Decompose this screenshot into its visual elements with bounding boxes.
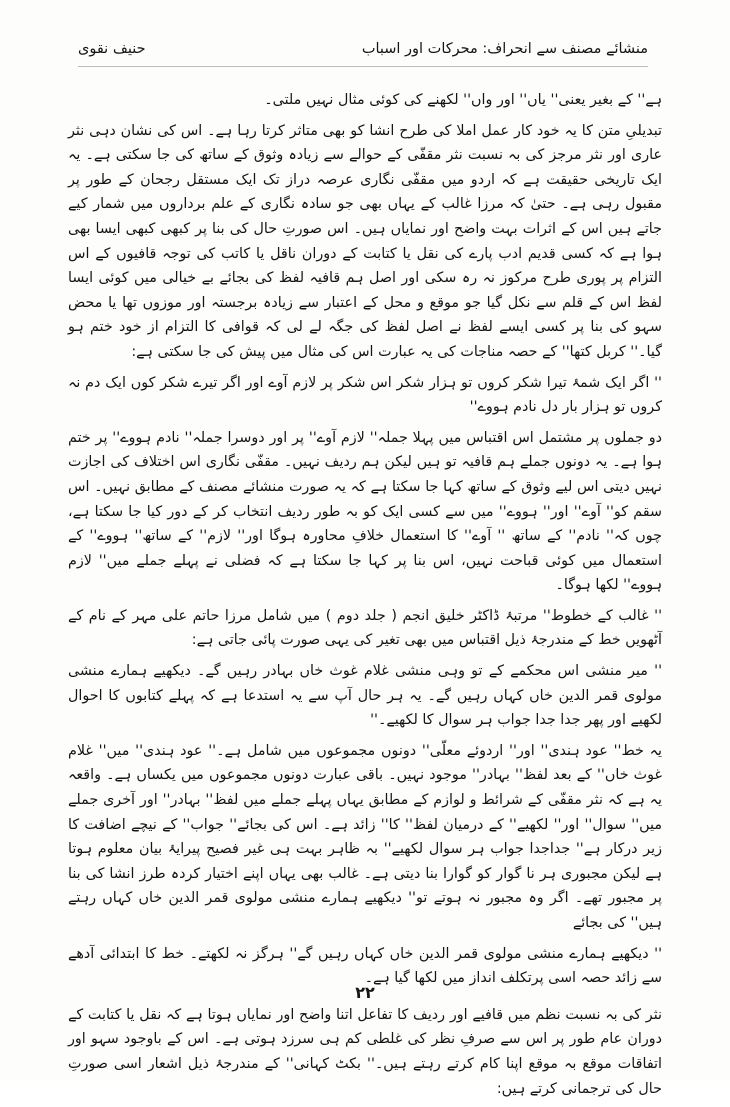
quotation-1: '' اگر ایک شمۂ تیرا شکر کروں تو ہزار شکر اس شکر پر لازم آوے اور اگر تیرے شکر کوں ایک دم نہ کروں تو ہزار بار دل نادم ہووے'' bbox=[68, 374, 662, 416]
header-divider bbox=[78, 66, 648, 67]
paragraph-5: یہ خط'' عود ہندی'' اور'' اردوئے معلّی'' دونوں مجموعوں میں شامل ہے۔'' عود ہندی'' میں'' غلام غوث خاں'' کے بعد لفظ'' بہادر'' موجود نہیں۔ باقی عبارت دونوں مجموعوں میں یکساں ہے۔ واقعہ یہ ہے کہ نثر مقفّی کے شرائط و لوازم کے مطابق یہاں پہلے جملے میں لفظ'' بہادر'' اور آخری جملے میں'' سوال'' اور'' لکھیے'' کے درمیان لفظ'' کا'' زائد ہے۔ اس کی بجائے'' جواب'' کے نیچے اضافت کا زیر درکار ہے'' جداجدا جواب ہر سوال لکھیے'' بہ ظاہر بہت ہی غیر فصیح پیرایۂ بیان معلوم ہوتا ہے لیکن مجبوری ہر نا گوار کو گوارا بنا دیتی ہے۔ غالب بھی یہاں اپنے اختیار کردہ طرز انشا کی بنا پر مجبور تھے۔ اگر وہ مجبور نہ ہوتے تو'' دیکھیے ہمارے منشی مولوی قمر الدین خاں کہاں رہتے ہیں'' کی بجائے bbox=[68, 742, 662, 931]
paragraph-4: '' غالب کے خطوط'' مرتبۂ ڈاکٹر خلیق انجم ( جلد دوم ) میں شامل مرزا حاتم علی مہر کے نام کے آٹھویں خط کے مندرجۂ ذیل اقتباس میں بھی تغیر کی یہی صورت پائی جاتی ہے: bbox=[68, 607, 662, 649]
paragraph-7: نثر کی بہ نسبت نظم میں قافیے اور ردیف کا تفاعل اتنا واضح اور نمایاں ہوتا ہے کہ نقل یا کتابت کے دوران عام طور پر اس سے صرفِ نظر کی غلطی کم ہی سرزد ہوتی ہے۔ اس کے باوجود سہو اور اتفاقات موقع بہ موقع اپنا کام کرتے رہتے ہیں۔'' بکٹ کہانی'' کے مندرجۂ ذیل اشعار اسی صورتِ حال کی ترجمانی کرتے ہیں: bbox=[68, 1006, 662, 1097]
body-text bbox=[68, 88, 662, 1107]
page-number: ۲۲ bbox=[355, 983, 375, 1002]
paragraph-3: دو جملوں پر مشتمل اس اقتباس میں پہلا جملہ'' لازم آوے'' پر اور دوسرا جملہ'' نادم ہووے'' پر ختم ہوا ہے۔ یہ دونوں جملے ہم قافیہ تو ہیں لیکن ہم ردیف نہیں۔ مقفّی نگاری اس اختلاف کی اجازت نہیں دیتی اس لیے وثوق کے ساتھ کہا جا سکتا ہے کہ یہ صورت منشائے مصنف کے مطابق نہیں۔ اس سقم کو'' آوے'' اور'' ہووے'' میں سے کسی ایک کو بہ طور ردیف انتخاب کر کے دور کیا جا سکتا ہے، چوں کہ'' نادم'' کے ساتھ '' آوے'' کا استعمال خلافِ محاورہ ہوگا اور'' لازم'' کے ساتھ'' ہووے'' کے استعمال میں کوئی قباحت نہیں، اس بنا پر کہا جا سکتا ہے کہ فضلی نے پہلے جملے میں'' لازم ہووے'' لکھا ہوگا۔ bbox=[68, 429, 662, 594]
paragraph-6: '' دیکھیے ہمارے منشی مولوی قمر الدین خاں کہاں رہیں گے'' ہرگز نہ لکھتے۔ خط کا ابتدائی آدھے سے زائد حصہ اسی پرتکلف انداز میں لکھا گیا ہے۔ bbox=[68, 945, 662, 987]
paragraph-1: ہے'' کے بغیر یعنی'' یاں'' اور واں'' لکھنے کی کوئی مثال نہیں ملتی۔ bbox=[264, 92, 662, 108]
running-header bbox=[78, 34, 648, 64]
header-author: حنیف نقوی bbox=[78, 41, 146, 57]
quotation-2: '' میر منشی اس محکمے کے تو وہی منشی غلام غوث خاں بہادر رہیں گے۔ دیکھیے ہمارے منشی مولوی قمر الدین خاں کہاں رہیں گے۔ یہ ہر حال آپ سے یہ استدعا ہے کہ پہلے کتابوں کا احوال لکھیے اور پھر جدا جدا جواب ہر سوال کا لکھیے۔'' bbox=[68, 663, 662, 729]
header-title: منشائے مصنف سے انحراف: محرکات اور اسباب bbox=[361, 41, 648, 57]
paragraph-2: تبدیلیِ متن کا یہ خود کار عمل املا کی طرح انشا کو بھی متاثر کرتا رہا ہے۔ اس کی نشان دہی نثر عاری اور نثر مرجز کی بہ نسبت نثر مقفّی کے حوالے سے زیادہ وثوق کے ساتھ کی جا سکتی ہے۔ یہ ایک تاریخی حقیقت ہے کہ اردو میں مقفّی نگاری عرصہ دراز تک ایک مستقل رجحان کے طور پر مقبول رہی ہے۔ حتیٰ کہ مرزا غالب کے یہاں بھی جو سادہ نگاری کے علم برداروں میں شمار کیے جاتے ہیں اس کے اثرات بہت واضح اور نمایاں ہیں۔ اس صورتِ حال کی بنا پر کبھی کبھی ایسا بھی ہوا ہے کہ کسی قدیم ادب پارے کی نقل یا کتابت کے دوران ناقل یا کاتب کی توجہ قافیوں کے اس التزام پر پوری طرح مرکوز نہ رہ سکی اور اصل ہم قافیہ لفظ کی بجائے بے خیالی میں کوئی ایسا لفظ اس کے قلم سے نکل گیا جو موقع و محل کے اعتبار سے زیادہ برجستہ اور موزوں تھا یا محض سہو کی بنا پر کسی ایسے لفظ نے اصل لفظ کی جگہ لے لی کہ قوافی کا التزام از خود ختم ہو گیا۔'' کربل کتھا'' کے حصہ مناجات کی یہ عبارت اس کی مثال میں پیش کی جا سکتی ہے: bbox=[68, 122, 662, 360]
